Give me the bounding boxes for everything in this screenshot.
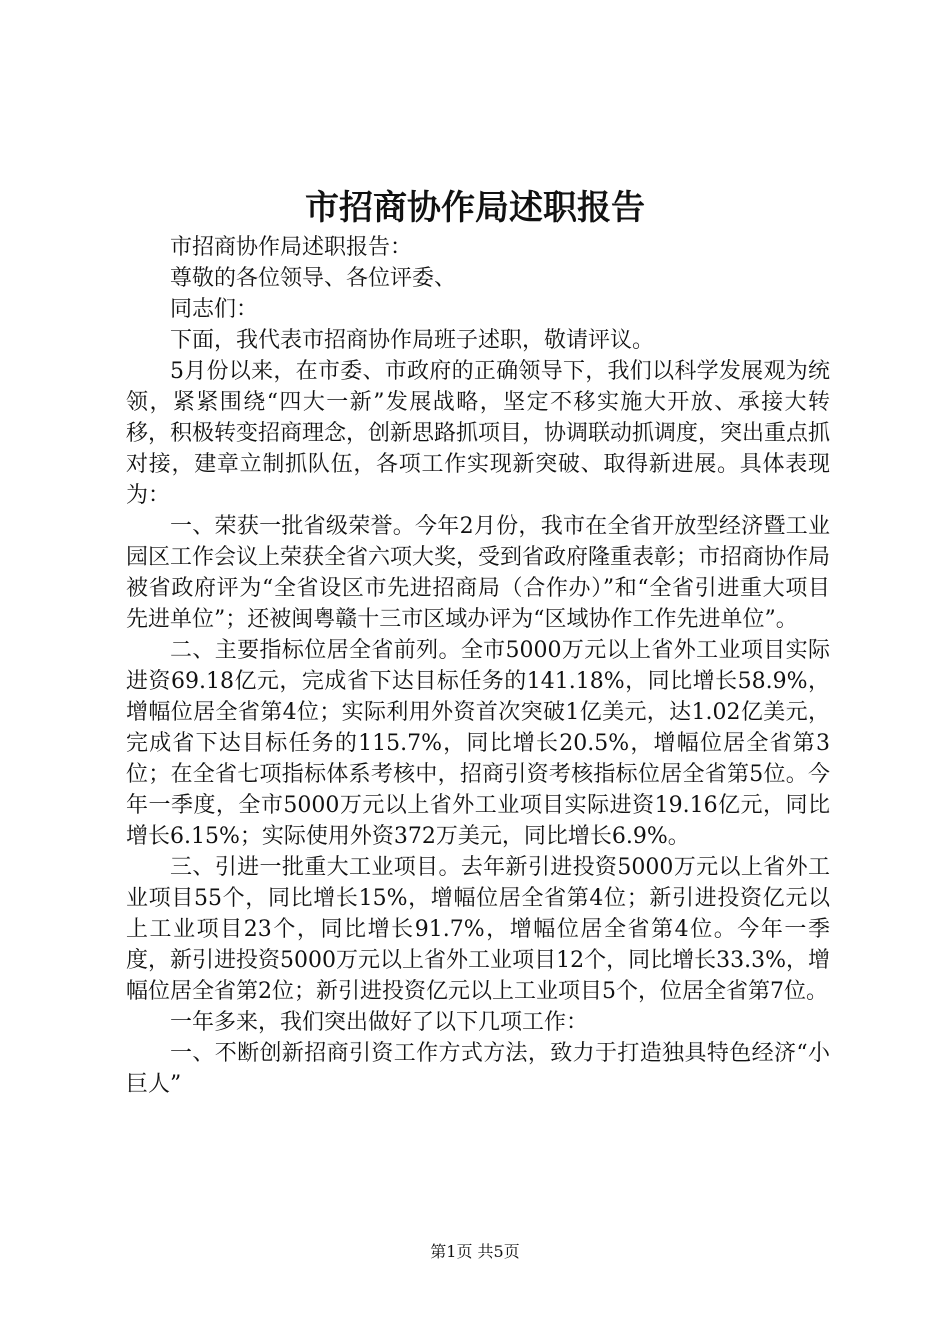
paragraph: 同志们： (170, 297, 259, 322)
document-body (126, 232, 830, 1100)
paragraph: 市招商协作局述职报告： (170, 235, 413, 260)
paragraph: 一、不断创新招商引资工作方式方法，致力于打造独具特色经济“小巨人” (126, 1041, 830, 1097)
page-footer: 第1页 共5页 (430, 1242, 520, 1261)
paragraph: 尊敬的各位领导、各位评委、 (170, 266, 457, 291)
document-title: 市招商协作局述职报告 (305, 188, 645, 228)
paragraph: 一年多来，我们突出做好了以下几项工作： (170, 1010, 589, 1035)
paragraph: 三、引进一批重大工业项目。去年新引进投资5000万元以上省外工业项目55个，同比增长15%，增幅位居全省第4位；新引进投资亿元以上工业项目23个，同比增长91.7%，增幅位居全省第4位。今年一季度，新引进投资5000万元以上省外工业项目12个，同比增长33.3%，增幅位居全省第2位；新引进投资亿元以上工业项目5个，位居全省第7位。 (126, 855, 830, 1004)
paragraph: 下面，我代表市招商协作局班子述职，敬请评议。 (170, 328, 655, 353)
paragraph: 5月份以来，在市委、市政府的正确领导下，我们以科学发展观为统领，紧紧围绕“四大一新”发展战略，坚定不移实施大开放、承接大转移，积极转变招商理念，创新思路抓项目，协调联动抓调度，突出重点抓对接，建章立制抓队伍，各项工作实现新突破、取得新进展。具体表现为： (126, 359, 831, 508)
paragraph: 二、主要指标位居全省前列。全市5000万元以上省外工业项目实际进资69.18亿元，完成省下达目标任务的141.18%，同比增长58.9%，增幅位居全省第4位；实际利用外资首次突破1亿美元，达1.02亿美元，完成省下达目标任务的115.7%，同比增长20.5%，增幅位居全省第3位；在全省七项指标体系考核中，招商引资考核指标位居全省第5位。今年一季度，全市5000万元以上省外工业项目实际进资19.16亿元，同比增长6.15%；实际使用外资372万美元，同比增长6.9%。 (126, 638, 830, 849)
paragraph: 一、荣获一批省级荣誉。今年2月份，我市在全省开放型经济暨工业园区工作会议上荣获全省六项大奖，受到省政府隆重表彰；市招商协作局被省政府评为“全省设区市先进招商局（合作办）”和“全省引进重大项目先进单位”；还被闽粤赣十三市区域办评为“区域协作工作先进单位”。 (126, 514, 831, 632)
